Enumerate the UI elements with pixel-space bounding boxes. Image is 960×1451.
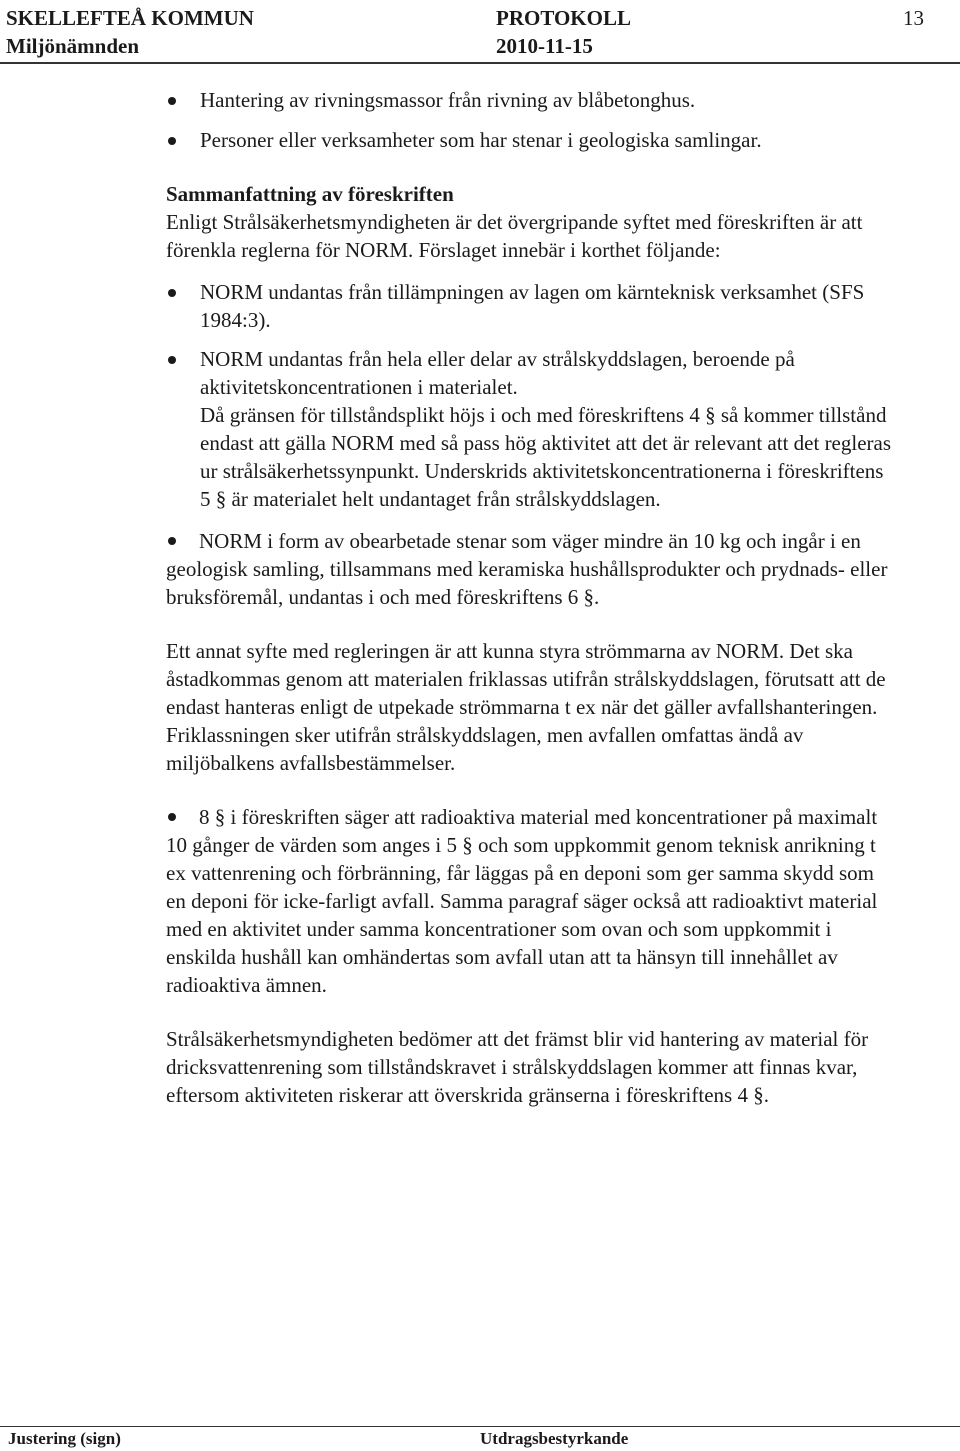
bullet-icon xyxy=(168,537,176,545)
bullet-icon xyxy=(168,97,176,105)
header-center xyxy=(496,4,631,60)
paragraph-assessment: Strålsäkerhetsmyndigheten bedömer att det främst blir vid hantering av material för dricksvattenrening som tillståndskravet i strålskyddslagen kommer att finnas kvar, eftersom aktiviteten riskerar att överskrida gränserna i föreskriftens 4 §. xyxy=(166,1027,869,1107)
list-item: NORM undantas från tillämpningen av lagen om kärnteknisk verksamhet (SFS 1984:3). xyxy=(166,278,896,334)
page-header xyxy=(0,4,960,62)
bullet-icon xyxy=(168,813,176,821)
list-item: NORM i form av obearbetade stenar som väger mindre än 10 kg och ingår i en geologisk samling, tillsammans med keramiska hushållsprodukter och prydnads- eller bruksföremål, undantas i och med föreskriftens 6 §. xyxy=(166,529,888,609)
summary-intro: Enligt Strålsäkerhetsmyndigheten är det övergripande syftet med föreskriften är att förenkla reglerna för NORM. Förslaget innebär i korthet följande: xyxy=(166,210,863,262)
summary-continuation: Då gränsen för tillståndsplikt höjs i och med föreskriftens 4 § så kommer tillstånd endast att gälla NORM med så pass hög aktivitet att det är relevant att det regleras ur strålsäkerhetssynpunkt. Underskrids aktivitetskoncentrationerna i föreskriftens 5 § är materialet helt undantaget från strålskyddslagen. xyxy=(200,403,892,511)
list-item: NORM undantas från hela eller delar av strålskyddslagen, beroende på aktivitetskoncentrationen i materialet. xyxy=(166,345,896,401)
bullet-icon xyxy=(168,137,176,145)
header-page-number: 13 xyxy=(903,6,924,30)
bullet-icon xyxy=(168,356,176,364)
section-heading: Sammanfattning av föreskriften xyxy=(166,182,454,206)
footer-signature-label: Justering (sign) xyxy=(8,1429,121,1448)
header-left xyxy=(6,4,254,60)
bullet-icon xyxy=(168,289,176,297)
footer-extract-label: Utdragsbestyrkande xyxy=(480,1429,629,1448)
header-org: SKELLEFTEÅ KOMMUN xyxy=(6,6,254,30)
header-date: 2010-11-15 xyxy=(496,34,593,58)
list-item: Hantering av rivningsmassor från rivning av blåbetonghus. xyxy=(166,86,896,114)
paragraph-purpose: Ett annat syfte med regleringen är att kunna styra strömmarna av NORM. Det ska åstadkommas genom att materialen friklassas utifrån strålskyddslagen, förutsatt att de endast hanteras enligt de utpekade strömmarna t ex när det gäller avfallshanteringen. Friklassningen sker utifrån strålskyddslagen, men avfallen omfattas ändå av miljöbalkens avfallsbestämmelser. xyxy=(166,639,886,775)
header-divider xyxy=(0,62,960,64)
header-doc-type: PROTOKOLL xyxy=(496,6,631,30)
header-committee: Miljönämnden xyxy=(6,34,140,58)
footer-divider xyxy=(0,1426,960,1427)
document-body xyxy=(166,86,896,1109)
list-item: 8 § i föreskriften säger att radioaktiva material med koncentrationer på maximalt 10 gånger de värden som anges i 5 § och som uppkommit genom teknisk anrikning t ex vattenrening och förbränning, får läggas på en deponi som ger samma skydd som en deponi för icke-farligt avfall. Samma paragraf säger också att radioaktivt material med en aktivitet under samma koncentrationer som ovan och som uppkommit i enskilda hushåll kan omhändertas som avfall utan att ta hänsyn till innehållet av radioaktiva ämnen. xyxy=(166,805,878,997)
list-item: Personer eller verksamheter som har stenar i geologiska samlingar. xyxy=(166,126,896,154)
